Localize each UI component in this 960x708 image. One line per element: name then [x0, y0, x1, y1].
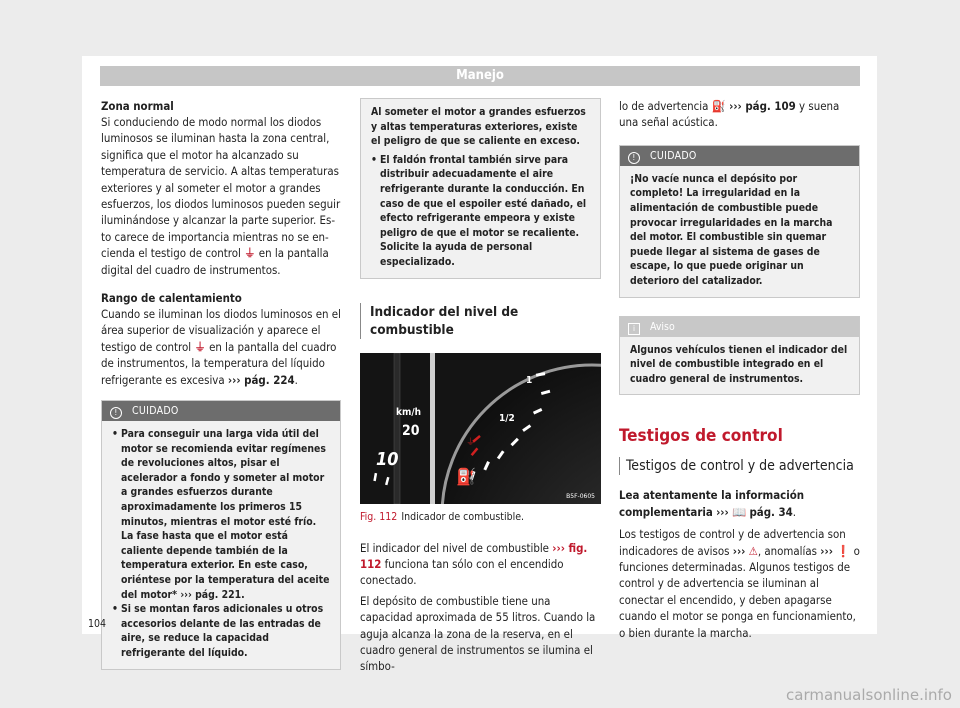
page-reference-link[interactable]: pág. 34: [749, 504, 793, 519]
fuel-pump-icon: ⛽: [456, 466, 476, 486]
figure-caption: [360, 510, 601, 524]
aviso-box: [619, 316, 860, 396]
fuel-text: lo de advertencia: [619, 99, 709, 113]
book-icon: 📖: [732, 504, 747, 519]
zona-normal-heading: Zona normal: [101, 99, 174, 113]
caution-body: [102, 421, 340, 669]
column-left: [101, 98, 341, 670]
page-reference-link[interactable]: ››› pág. 109: [729, 99, 796, 113]
fuel-paragraph-2: El depósito de combustible tiene una capacidad aproximada de 55 litros. Cuando la aguja alcanza la zona de la reserva, en el cuadro general de instrumentos se ilumina el símbo-: [360, 593, 596, 674]
fuel-text: El indicador del nivel de combustible: [360, 540, 549, 555]
rango-text-end: en la pantalla del cuadro de instrumentos, la temperatura del líquido refrigerante es excesiva: [101, 339, 337, 387]
aviso-label: Aviso: [650, 320, 675, 333]
reserve-warning-icon: ⏚: [466, 437, 476, 448]
rango-text: Cuando se iluminan los diodos luminosos en el área superior de visualización y aparece el testigo de control: [101, 307, 341, 354]
warning-circle-icon: !: [110, 407, 122, 419]
aviso-text: Algunos vehículos tienen el indicador del nivel de combustible integrado en el cuadro general de instrumentos.: [630, 343, 848, 385]
chapter-title: Testigos de control: [619, 426, 783, 447]
fuel-gauge-figure: [360, 353, 601, 504]
caution-body: [361, 99, 600, 278]
aviso-header: [620, 317, 859, 337]
chapter-header: Manejo: [100, 66, 860, 86]
page-reference-link[interactable]: ››› pág. 224: [227, 372, 295, 387]
caution-box-continued: [360, 98, 601, 279]
speed-scale-label: 20: [402, 422, 420, 439]
rango-heading: Rango de calentamiento: [101, 291, 242, 306]
figure-code: B5F-0605: [566, 492, 595, 500]
section-title-warnings: Testigos de control y de advertencia: [619, 457, 860, 475]
page-reference-link[interactable]: ››› pág. 221: [180, 588, 242, 601]
caution-bullet: • Para conseguir una larga vida útil del motor se recomienda evitar regímenes de revoluciones altos, pisar el acelerador a fondo y someter al motor a grandes esfuerzos durante aproximadamente los primeros 15 minutos, mientras el motor esté frío. La fase hasta que el motor está caliente depende también de la temperatura exterior. En este caso, oriéntese por la temperatura del aceite del motor* ››› pág. 221.: [112, 427, 330, 602]
warning-circle-icon: !: [628, 152, 640, 164]
caution-header: [102, 401, 340, 421]
column-middle: [360, 98, 601, 675]
caution-box-fuel: [619, 145, 860, 298]
warning-triangle-icon: ⚠: [748, 543, 758, 558]
fuel-half-label: 1/2: [499, 412, 515, 424]
fuel-gauge-image: [360, 353, 601, 504]
warnings-paragraph: Los testigos de control y de advertencia son indicadores de avisos ››› ⚠, anomalías ››› ❗ o funciones determinadas. Algunos testigos de control y de advertencia se iluminan al conectar el encendido, y deben apagarse cuando el motor se ponga en funcionamiento, o bien durante la marcha.: [619, 527, 860, 640]
fuel-paragraph-1: [360, 540, 601, 589]
fuel-full-label: 1: [526, 374, 533, 386]
caution-bullet: • Si se montan faros adicionales u otros accesorios delante de las entradas de aire, se reduce la capacidad refrigerante del líquido.: [112, 602, 330, 660]
exclamation-circle-icon: ❗: [836, 543, 851, 558]
info-icon: i: [628, 323, 640, 335]
caution-label: CUIDADO: [650, 149, 697, 162]
fuel-warning-icon: ⛽: [711, 99, 726, 113]
caution-text: Al someter el motor a grandes esfuerzos y altas temperaturas exteriores, existe el peligro de que se caliente en exceso.: [371, 106, 586, 148]
speed-unit-label: km/h: [396, 406, 422, 418]
caution-bullet-text: Para conseguir una larga vida útil del motor se recomienda evitar regímenes de revoluciones altos, pisar el acelerador a fondo y someter al motor a grandes esfuerzos durante aproximadamente los primeros 15 minutos, mientras el motor esté frío. La fase hasta que el motor está caliente depende también de la temperatura exterior. En este caso, oriéntese por la temperatura del aceite del motor*: [121, 428, 330, 601]
caution-label: CUIDADO: [132, 405, 179, 418]
caution-box-engine: [101, 400, 341, 670]
page-number: 104: [88, 618, 107, 630]
coolant-warning-icon: ⏚: [244, 246, 256, 261]
warnings-text-mid: , anomalías: [757, 543, 817, 558]
zona-normal-text: Si conduciendo de modo normal los diodos luminosos se iluminan hasta la zona central, significa que el motor ha alcanzado su temperatura de servicio. A altas temperaturas exteriores y al someter el motor a grandes esfuerzos, los diodos luminosos pueden seguir iluminándose y alcanzar la parte superior. Es-to carece de importancia mientras no se en-cienda el testigo de control: [101, 115, 341, 261]
caution-text: ¡No vacíe nunca el depósito por completo! La irregularidad en la alimentación de combustible puede provocar irregularidades en la marcha del motor. El combustible sin quemar puede llegar al sistema de gases de escape, lo que puede originar un deterioro del catalizador.: [630, 172, 833, 287]
aviso-body: [620, 337, 859, 395]
zona-normal-paragraph: [101, 114, 341, 278]
intro-paragraph: Lea atentamente la información complementaria ››› 📖 pág. 34.: [619, 488, 805, 519]
caution-header: [620, 146, 859, 166]
figure-caption-text: Indicador de combustible.: [401, 510, 525, 523]
fuel-text-end: y suena una señal acústica.: [619, 99, 840, 130]
zona-normal-text-end: en la pantalla digital del cuadro de instrumentos.: [101, 246, 329, 277]
fuel-paragraph-continued: [619, 98, 860, 131]
column-right: [619, 98, 860, 641]
fuel-text-end: funciona tan sólo con el encendido conectado.: [360, 556, 564, 588]
caution-body: [620, 166, 859, 297]
speed-scale-label: 10: [376, 448, 399, 470]
intro-text: Lea atentamente la información complementaria: [619, 488, 805, 519]
caution-bullet: • El faldón frontal también sirve para distribuir adecuadamente el aire refrigerante durante la conducción. En caso de que el espoiler esté dañado, el efecto refrigerante empeora y existe peligro de que el motor se recaliente. Solicite la ayuda de personal especializado.: [371, 153, 590, 270]
figure-label: Fig. 112: [360, 510, 398, 523]
rango-paragraph: Cuando se iluminan los diodos luminosos en el área superior de visualización y aparece el testigo de control ⏚ en la pantalla del cuadro de instrumentos, la temperatura del líquido refrigerante es excesiva ››› pág. 224.: [101, 307, 341, 387]
section-title-fuel: Indicador del nivel de combustible: [360, 303, 601, 339]
coolant-warning-icon: ⏚: [194, 339, 206, 354]
watermark: carmanualsonline.info: [786, 686, 952, 704]
warnings-text: Los testigos de control y de advertencia son indicadores de avisos: [619, 527, 846, 558]
warnings-text-end: o funciones determinadas. Algunos testigos de control y de advertencia se iluminan al conectar el encendido, y deben apagarse cuando el motor se ponga en funcionamiento, o bien durante la marcha.: [619, 543, 860, 640]
figure-reference-link[interactable]: ››› fig. 112: [360, 540, 588, 571]
